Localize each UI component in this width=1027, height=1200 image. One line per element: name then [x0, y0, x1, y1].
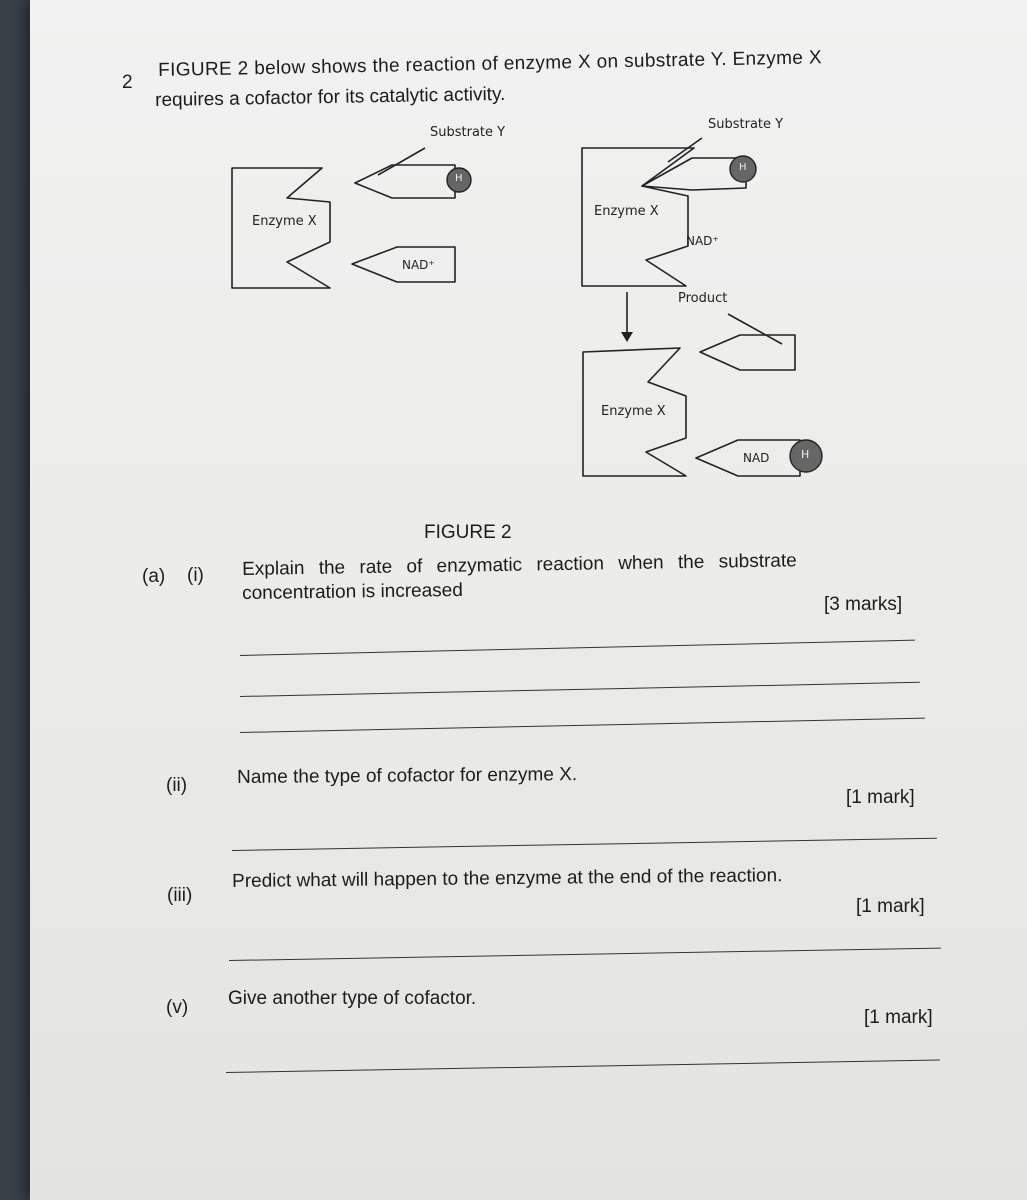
part-i-marks: [3 marks] [824, 594, 903, 615]
part-i-label: (i) [187, 565, 204, 586]
figure-caption: FIGURE 2 [424, 522, 512, 543]
figure-2-diagram [0, 0, 1027, 560]
part-iii-text: Predict what will happen to the enzyme at the end of the reaction. [232, 865, 783, 892]
part-ii-marks: [1 mark] [846, 787, 915, 808]
right-top-substrate-label: Substrate Y [708, 117, 784, 132]
part-v-label: (v) [166, 997, 189, 1018]
right-top-enzyme-label: Enzyme X [594, 204, 659, 219]
part-i-text-line1: Explain the rate of enzymatic reaction when the substrate [242, 550, 797, 580]
part-ii-label: (ii) [166, 775, 188, 796]
question-number: 2 [122, 72, 133, 93]
right-top-h-label: H [739, 162, 747, 173]
left-substrate-label: Substrate Y [430, 125, 506, 140]
question-intro-line1: FIGURE 2 below shows the reaction of enzyme X on substrate Y. Enzyme X [158, 47, 823, 81]
part-iii-marks: [1 mark] [856, 896, 925, 917]
part-iii-label: (iii) [167, 885, 193, 906]
left-nad-plus-label: NAD⁺ [402, 258, 435, 272]
part-i-text-line2: concentration is increased [242, 579, 464, 604]
left-substrate-y-shape [355, 165, 455, 198]
part-v-text: Give another type of cofactor. [228, 988, 477, 1009]
question-intro-line2: requires a cofactor for its catalytic activity. [155, 83, 506, 111]
right-bottom-enzyme-label: Enzyme X [601, 404, 666, 419]
right-top-nad-plus-label: NAD⁺ [686, 234, 719, 248]
arrowhead [621, 332, 633, 342]
product-shape [700, 335, 795, 370]
part-a-label: (a) [142, 566, 166, 587]
product-label: Product [678, 291, 728, 306]
part-ii-text: Name the type of cofactor for enzyme X. [237, 764, 578, 788]
left-enzyme-label: Enzyme X [252, 214, 317, 229]
part-v-marks: [1 mark] [864, 1007, 933, 1028]
right-bottom-nad-label: NAD [743, 451, 770, 465]
left-h-label: H [455, 173, 463, 184]
right-bottom-h-label: H [801, 448, 810, 461]
